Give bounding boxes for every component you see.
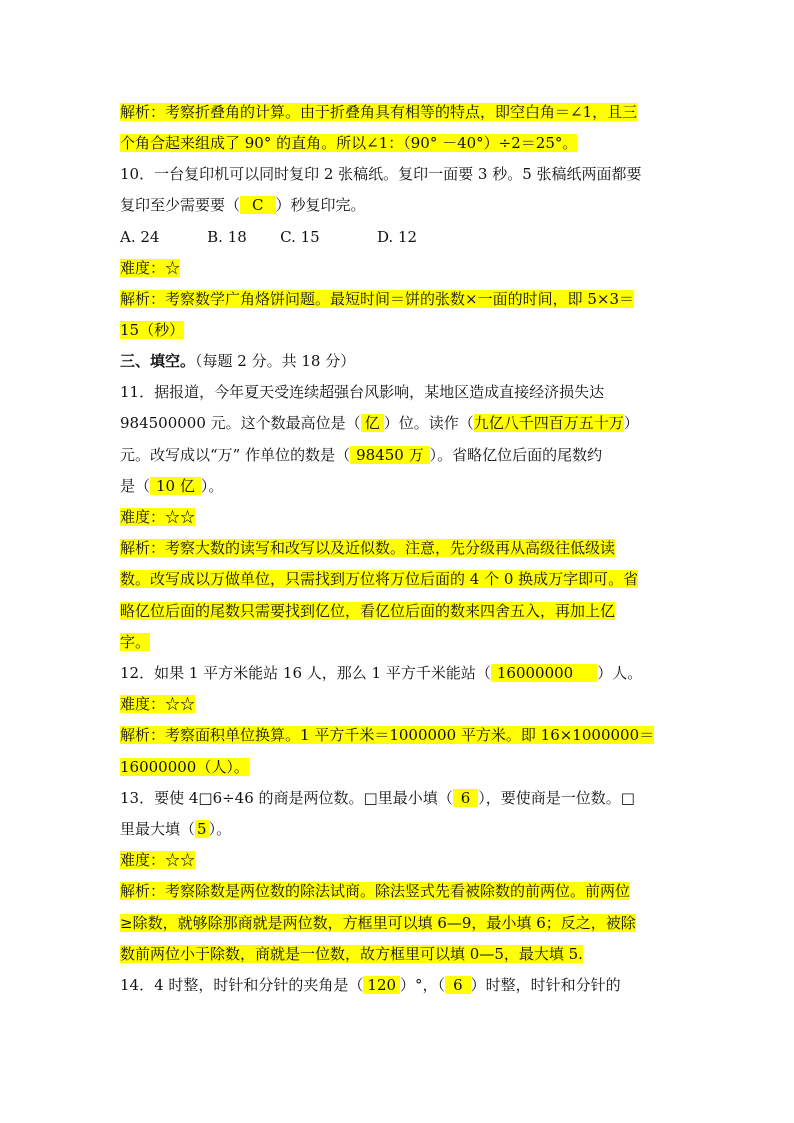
answer-box: C	[240, 196, 275, 214]
difficulty-line: 难度：☆	[120, 259, 181, 277]
analysis-line: 解析：考察大数的读写和改写以及近似数。注意，先分级再从高级往低级读	[120, 539, 616, 557]
analysis-line: ≥除数，就够除那商就是两位数，方框里可以填 6—9，最小填 6；反之，被除	[120, 914, 636, 932]
question-line: 是（ 10 亿 ）。	[120, 477, 224, 495]
analysis-line: 数。改写成以万做单位，只需找到万位将万位后面的 4 个 0 换成万字即可。省	[120, 570, 639, 588]
question-line: 复印至少需要要（ C ）秒复印完。	[120, 196, 366, 214]
answer-box: 6	[445, 976, 471, 994]
question-line: 10．一台复印机可以同时复印 2 张稿纸。复印一面要 3 秒。5 张稿纸两面都要	[120, 165, 642, 183]
difficulty-line: 难度：☆☆	[120, 508, 196, 526]
analysis-line: 略亿位后面的尾数只需要找到亿位，看亿位后面的数来四舍五入，再加上亿	[120, 602, 616, 620]
question-line: 14．4 时整，时针和分针的夹角是（ 120 ）°，（ 6 ）时整，时针和分针的	[120, 976, 621, 994]
answer-box: 亿	[361, 414, 384, 432]
answer-box: 120	[363, 976, 400, 994]
answer-box: 16000000	[491, 664, 597, 682]
analysis-line: 数前两位小于除数，商就是一位数，故方框里可以填 0—5，最大填 5.	[120, 945, 583, 963]
answer-box: 5	[197, 820, 207, 838]
section-heading: 三、填空。（每题 2 分。共 18 分）	[120, 352, 356, 370]
difficulty-line: 难度：☆☆	[120, 695, 196, 713]
answer-box: 九亿八千四百万五十万	[473, 414, 624, 432]
options-line: A. 24 B. 18 C. 15 D. 12	[120, 228, 418, 246]
analysis-line: 解析：考察面积单位换算。1 平方千米＝1000000 平方米。即 16×1000000＝	[120, 726, 655, 744]
analysis-line: 解析：考察折叠角的计算。由于折叠角具有相等的特点，即空白角＝∠1，且三	[120, 103, 638, 121]
question-line: 13．要使 4□6÷46 的商是两位数。□里最小填（ 6 ），要使商是一位数。□	[120, 789, 635, 807]
question-line: 984500000 元。这个数最高位是（ 亿 ）位。读作（九亿八千四百万五十万）	[120, 414, 639, 432]
analysis-line: 解析：考察数学广角烙饼问题。最短时间＝饼的张数×一面的时间，即 5×3＝	[120, 290, 634, 308]
difficulty-line: 难度：☆☆	[120, 851, 196, 869]
analysis-line: 15（秒）	[120, 321, 185, 339]
analysis-line: 个角合起来组成了 90° 的直角。所以∠1：（90° －40°）÷2＝25°。	[120, 134, 578, 152]
question-line: 里最大填（ 5 ）。	[120, 820, 232, 838]
answer-box: 6	[453, 789, 479, 807]
question-line: 12．如果 1 平方米能站 16 人，那么 1 平方千米能站（ 16000000 ）人。	[120, 664, 643, 682]
analysis-line: 解析：考察除数是两位数的除法试商。除法竖式先看被除数的前两位。前两位	[120, 882, 631, 900]
question-line: 元。改写成以“万” 作单位的数是（ 98450 万 ）。省略亿位后面的尾数约	[120, 446, 603, 464]
analysis-line: 字。	[120, 633, 151, 651]
answer-box: 98450 万	[350, 446, 430, 464]
analysis-line: 16000000（人）。	[120, 758, 249, 776]
answer-box: 10 亿	[150, 477, 201, 495]
question-line: 11．据报道，今年夏天受连续超强台风影响，某地区造成直接经济损失达	[120, 383, 605, 401]
